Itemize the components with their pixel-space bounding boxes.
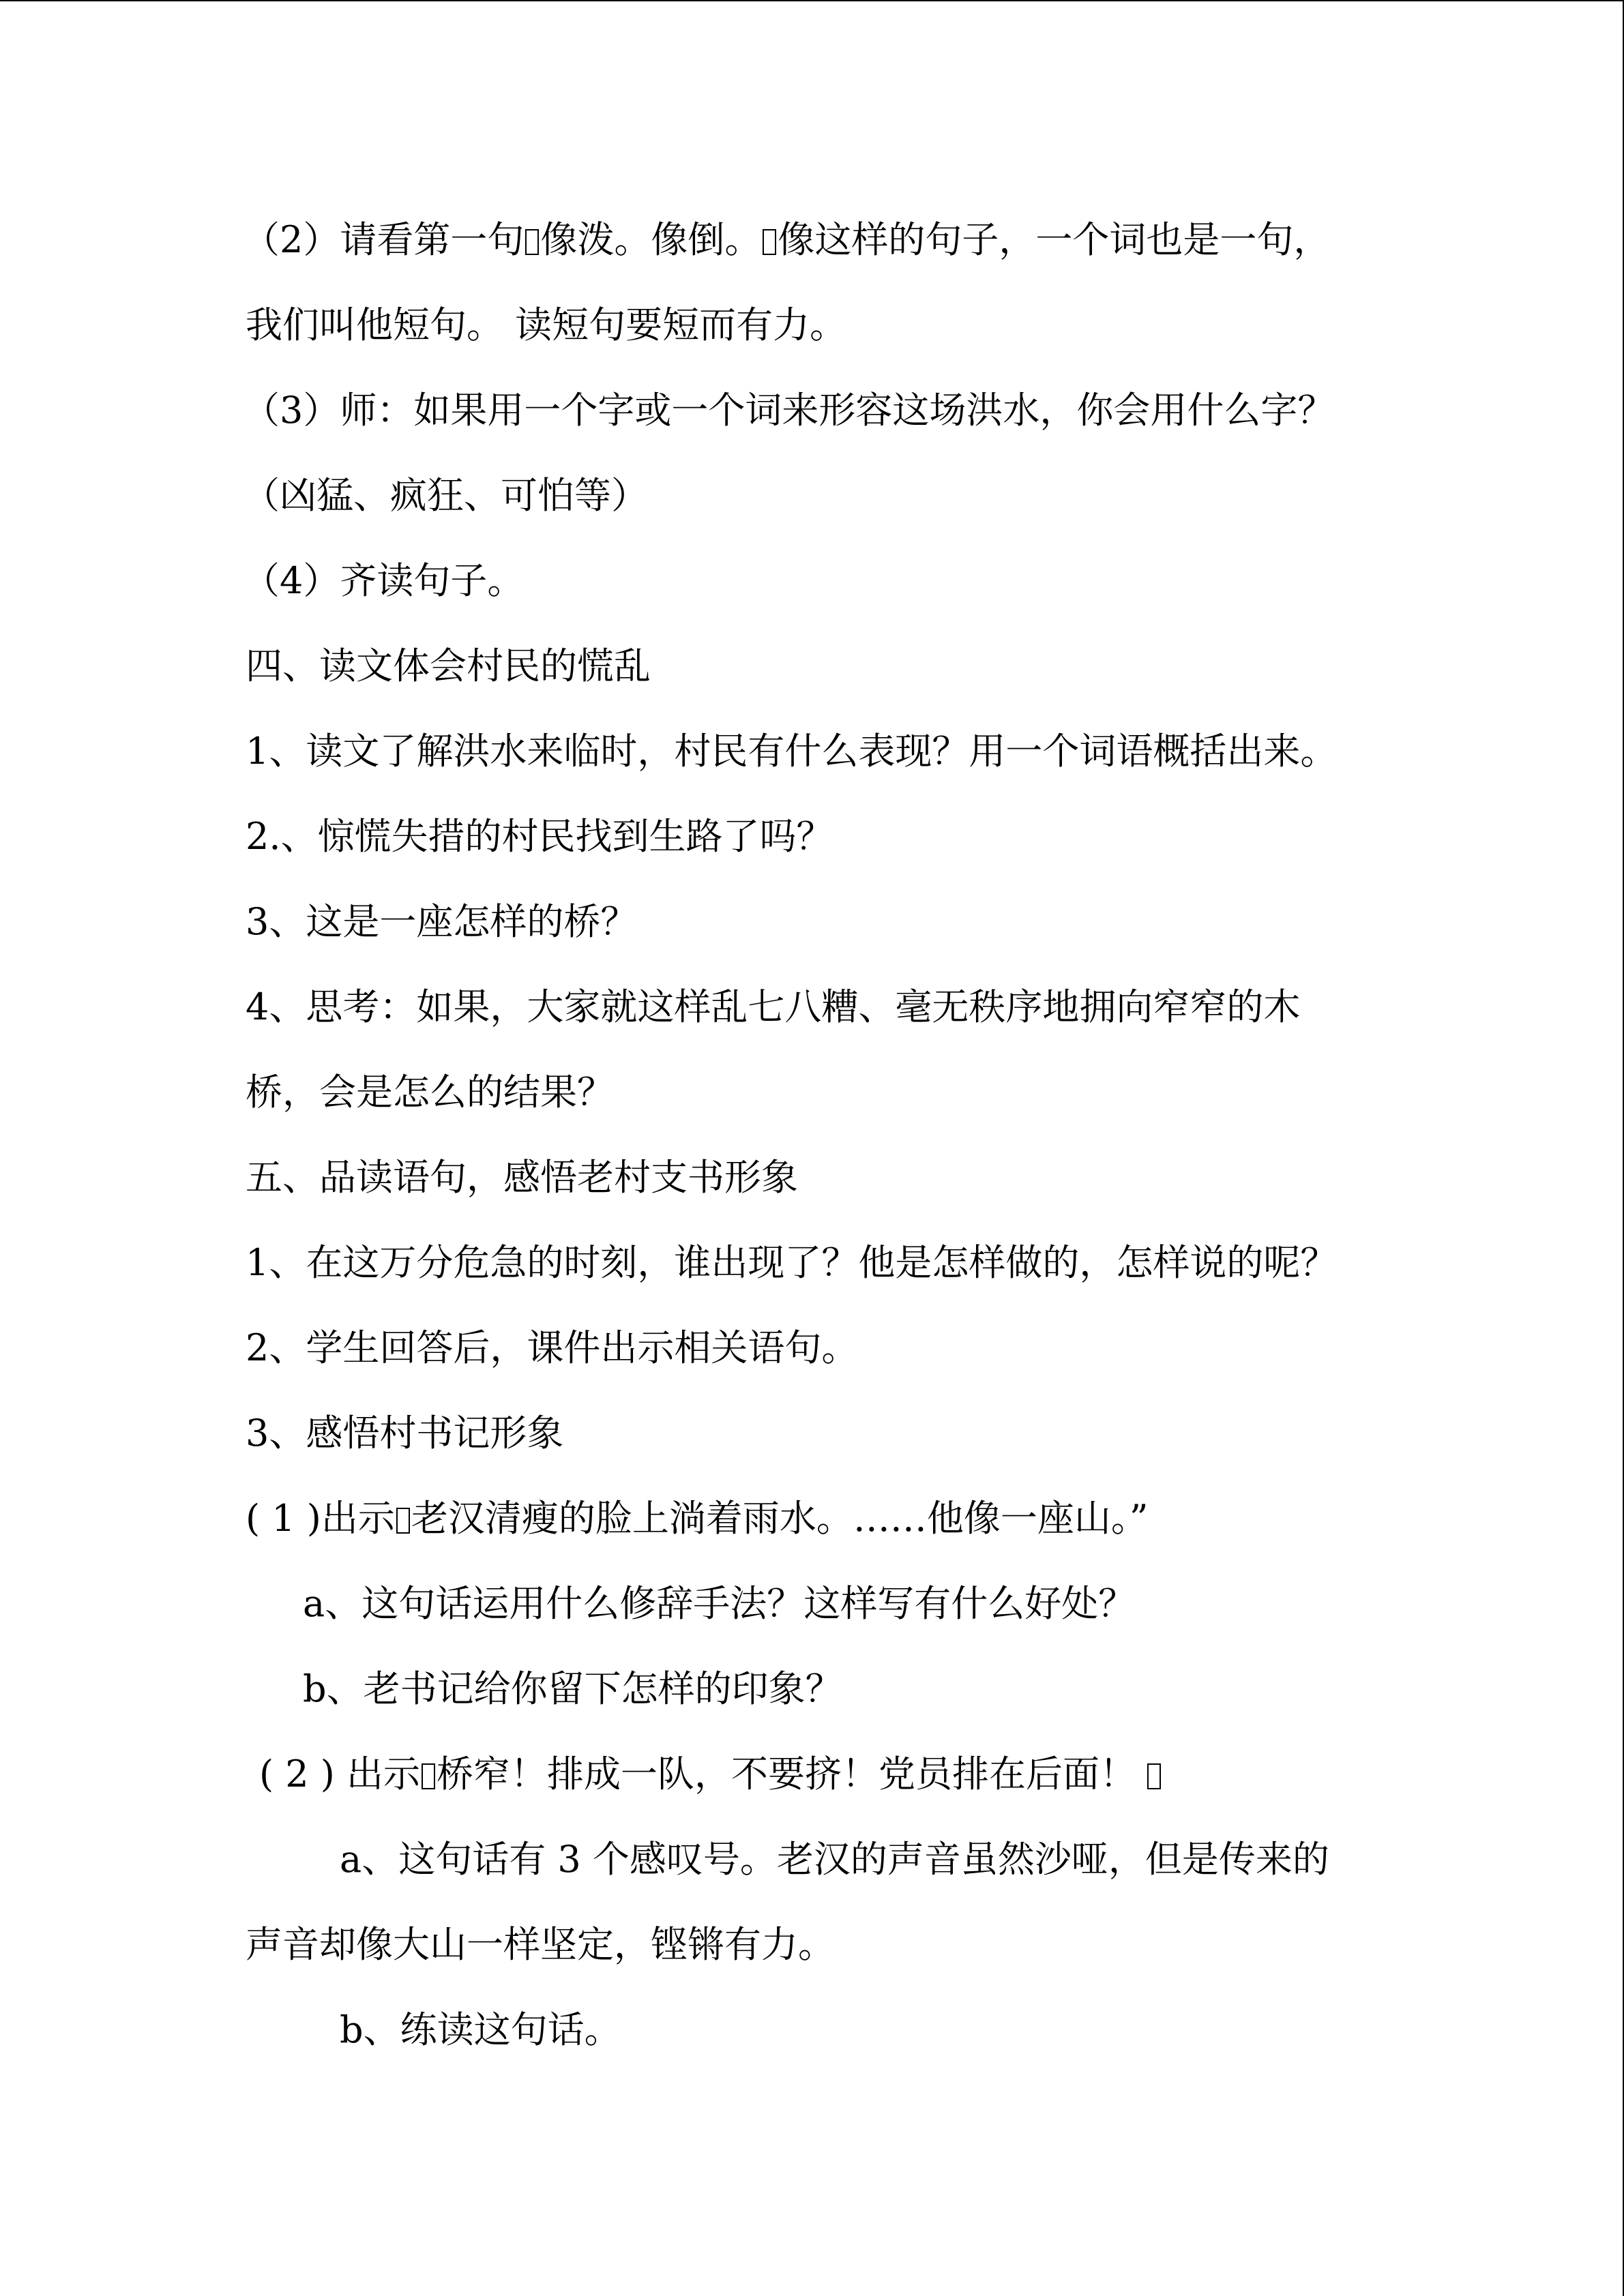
paragraph-line: 我们叫他短句。 读短句要短而有力。 xyxy=(246,303,847,346)
paragraph-line: 1、在这万分危急的时刻，谁出现了？他是怎样做的，怎样说的呢？ xyxy=(246,1241,1338,1284)
paragraph-line: 1、读文了解洪水来临时，村民有什么表现？用一个词语概括出来。 xyxy=(246,730,1338,773)
paragraph-line xyxy=(246,1497,1148,1540)
line-text-part: 像这样的句子，一个词也是一句， xyxy=(778,218,1331,261)
paragraph-line: 3、感悟村书记形象 xyxy=(246,1412,564,1455)
line-text-part: 桥窄！排成一队，不要挤！党员排在后面！ xyxy=(437,1753,1136,1795)
paragraph-line: 2、学生回答后，课件出示相关语句。 xyxy=(246,1326,859,1369)
line-text-part: ( 2 ) 出示 xyxy=(259,1753,420,1795)
missing-glyph-box xyxy=(422,1763,435,1789)
paragraph-line: a、这句话运用什么修辞手法？这样写有什么好处？ xyxy=(303,1582,1136,1625)
paragraph-line: （4）齐读句子。 xyxy=(243,559,525,602)
line-text-part: （2）请看第一句 xyxy=(243,218,525,261)
paragraph-line: a、这句话有 3 个感叹号。老汉的声音虽然沙哑，但是传来的 xyxy=(340,1838,1329,1881)
missing-glyph-box xyxy=(1147,1763,1161,1789)
paragraph-line xyxy=(243,218,1330,262)
paragraph-line: b、老书记给你留下怎样的印象？ xyxy=(303,1667,842,1710)
missing-glyph-box xyxy=(396,1508,410,1534)
missing-glyph-box xyxy=(763,229,776,255)
paragraph-line: 2.、惊慌失措的村民找到生路了吗？ xyxy=(246,815,833,858)
paragraph-line: 声音却像大山一样坚定，铿锵有力。 xyxy=(246,1923,835,1966)
paragraph-line: b、练读这句话。 xyxy=(340,2008,621,2051)
paragraph-line: 4、思考：如果，大家就这样乱七八糟、毫无秩序地拥向窄窄的木 xyxy=(246,985,1301,1028)
paragraph-line: （3）师：如果用一个字或一个词来形容这场洪水，你会用什么字？ xyxy=(243,389,1335,432)
paragraph-line: （凶猛、疯狂、可怕等） xyxy=(243,474,648,517)
section-heading: 四、读文体会村民的慌乱 xyxy=(246,644,651,687)
missing-glyph-box xyxy=(525,229,539,255)
paragraph-line: 桥，会是怎么的结果？ xyxy=(246,1071,614,1114)
line-text-part: 像泼。像倒。 xyxy=(540,218,762,261)
line-text-part: ( 1 )出示 xyxy=(246,1497,395,1540)
paragraph-line xyxy=(259,1753,1162,1796)
paragraph-line: 3、这是一座怎样的桥？ xyxy=(246,900,638,943)
section-heading: 五、品读语句，感悟老村支书形象 xyxy=(246,1156,798,1199)
line-text-part: 老汉清瘦的脸上淌着雨水。……他像一座山。” xyxy=(411,1497,1149,1540)
